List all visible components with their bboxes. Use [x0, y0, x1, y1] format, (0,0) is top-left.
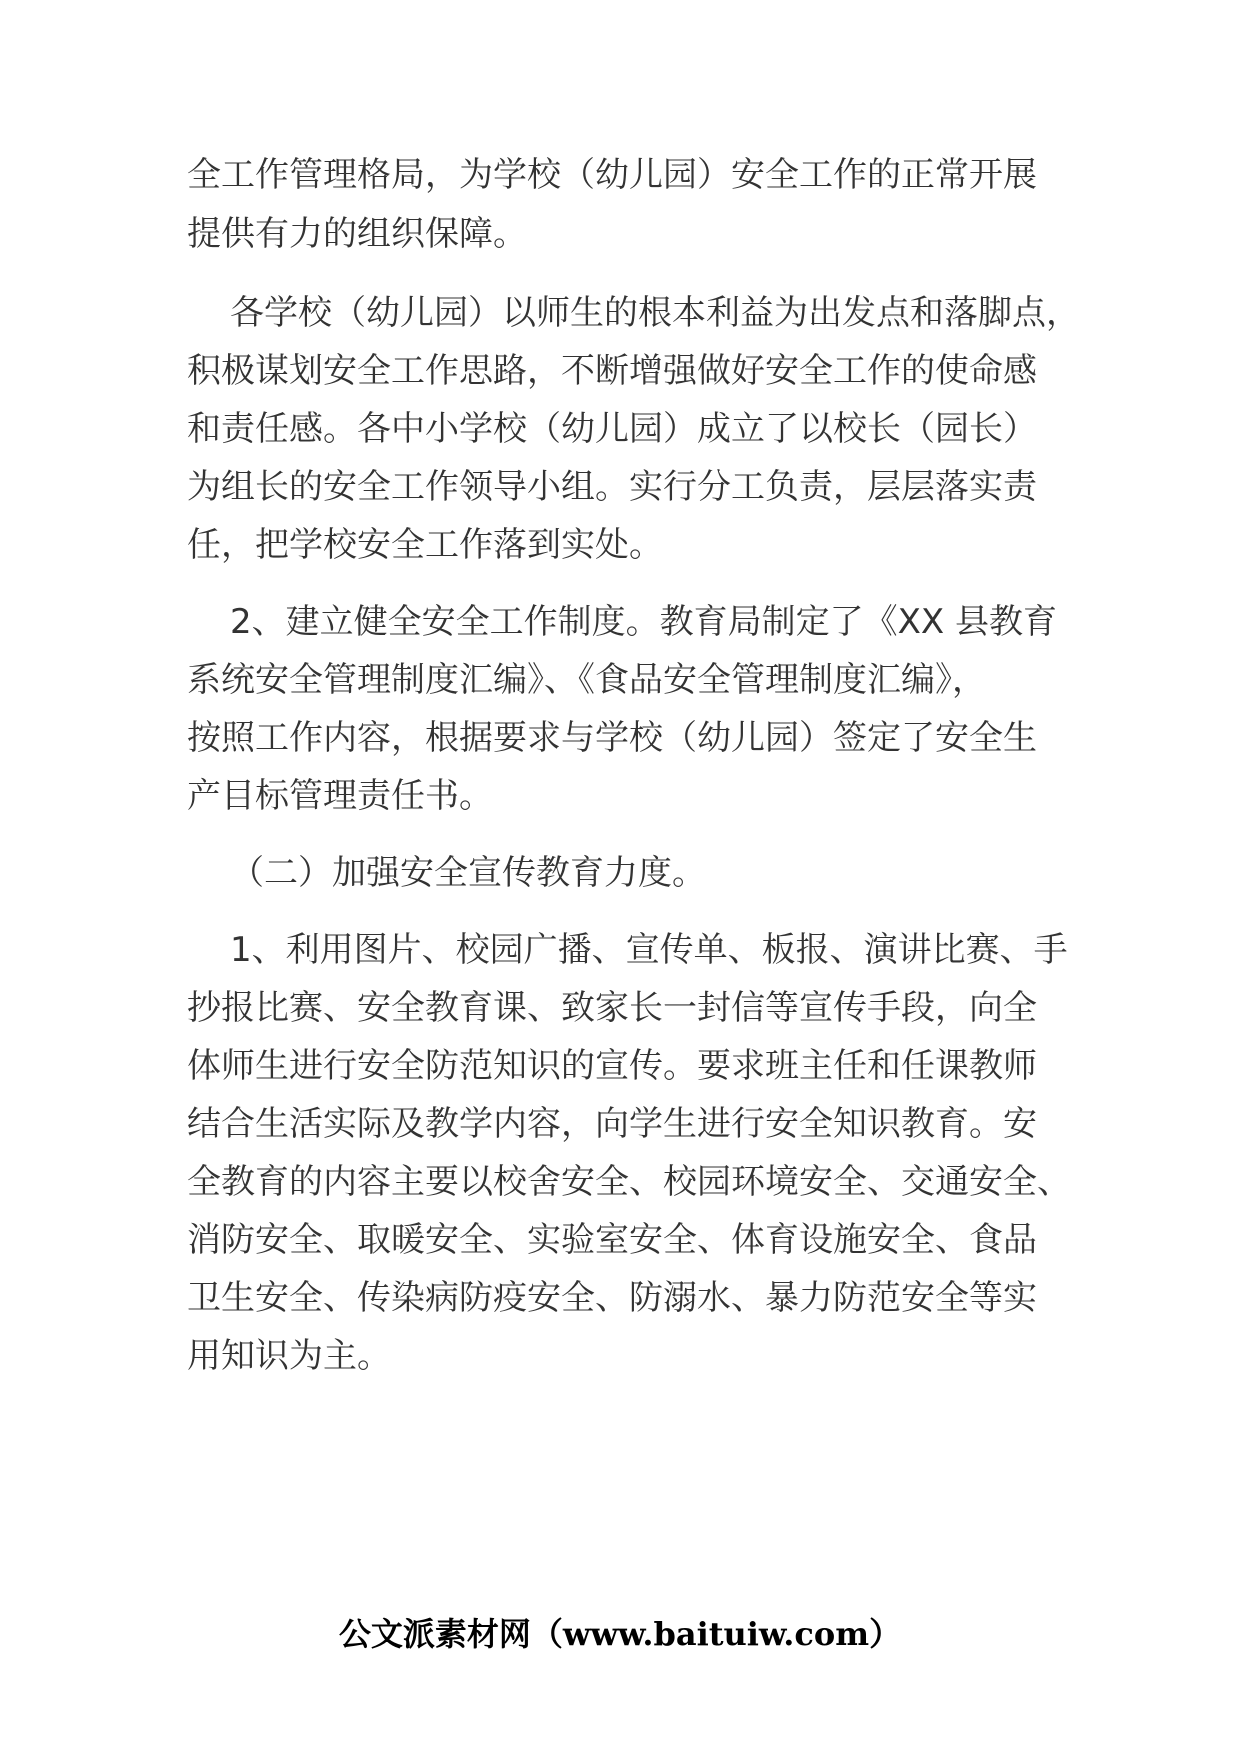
- body-text-line: 抄报比赛、安全教育课、致家长一封信等宣传手段，向全: [187, 988, 1037, 1028]
- body-text-line: 消防安全、取暖安全、实验室安全、体育设施安全、食品: [187, 1220, 1037, 1260]
- paragraph-first-line: 2、建立健全安全工作制度。教育局制定了《XX 县教育: [230, 602, 1058, 642]
- body-text-line: 提供有力的组织保障。: [187, 214, 527, 254]
- body-text-line: 为组长的安全工作领导小组。实行分工负责，层层落实责: [187, 467, 1037, 507]
- body-text-line: 卫生安全、传染病防疫安全、防溺水、暴力防范安全等实: [187, 1278, 1037, 1318]
- body-text-line: 产目标管理责任书。: [187, 776, 493, 816]
- body-text-line: 全教育的内容主要以校舍安全、校园环境安全、交通安全、: [187, 1162, 1071, 1202]
- body-text-line: 用知识为主。: [187, 1336, 391, 1376]
- body-text-line: 结合生活实际及教学内容，向学生进行安全知识教育。安: [187, 1104, 1037, 1144]
- body-text-line: 体师生进行安全防范知识的宣传。要求班主任和任课教师: [187, 1046, 1037, 1086]
- body-text-line: 系统安全管理制度汇编》、《食品安全管理制度汇编》，: [187, 660, 986, 700]
- footer-watermark: 公文派素材网（www.baituiw.com）: [338, 1615, 902, 1653]
- body-text-line: 积极谋划安全工作思路，不断增强做好安全工作的使命感: [187, 351, 1037, 391]
- body-text-line: 按照工作内容，根据要求与学校（幼儿园）签定了安全生: [187, 718, 1037, 758]
- body-text-line: 全工作管理格局，为学校（幼儿园）安全工作的正常开展: [187, 155, 1037, 195]
- body-text-line: 和责任感。各中小学校（幼儿园）成立了以校长（园长）: [187, 409, 1037, 449]
- paragraph-first-line: 各学校（幼儿园）以师生的根本利益为出发点和落脚点，: [230, 293, 1080, 333]
- paragraph-first-line: 1、利用图片、校园广播、宣传单、板报、演讲比赛、手: [230, 930, 1068, 970]
- body-text-line: 任，把学校安全工作落到实处。: [187, 525, 663, 565]
- section-heading: （二）加强安全宣传教育力度。: [230, 853, 706, 893]
